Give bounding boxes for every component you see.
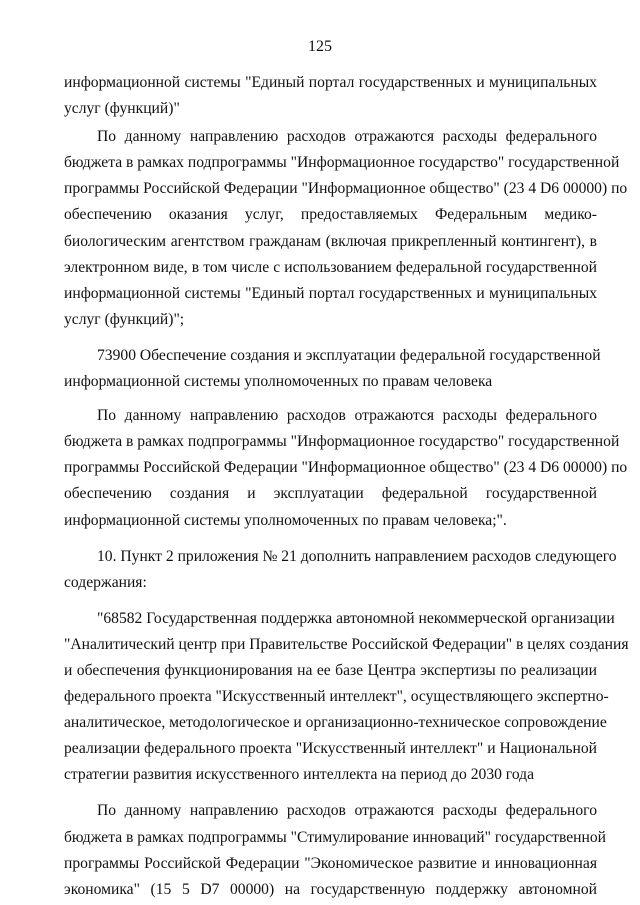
text-line: информационной системы "Единый портал государственных и муниципальных (64, 284, 597, 302)
text-line: "68582 Государственная поддержка автономной некоммерческой организации (97, 609, 615, 627)
text-line: программы Российской Федерации "Информационное общество" (23 4 D6 00000) по (64, 459, 628, 477)
text-line: экономика" (15 5 D7 00000) на государственную поддержку автономной (64, 880, 597, 898)
text-line: "Аналитический центр при Правительстве Российской Федерации" в целях создания (64, 635, 629, 653)
text-line: бюджета в рамках подпрограммы "Стимулирование инноваций" государственной (64, 828, 606, 846)
text-line: стратегии развития искусственного интеллекта на период до 2030 года (64, 766, 535, 784)
text-line: По данному направлению расходов отражаются расходы федерального (97, 128, 597, 146)
text-line: программы Российской Федерации "Информационное общество" (23 4 D6 00000) по (64, 180, 628, 198)
paragraph-gap (64, 596, 597, 606)
text-line: федерального проекта "Искусственный интеллект", осуществляющего экспертно- (64, 688, 609, 706)
paragraph (64, 544, 617, 596)
page-number: 125 (308, 38, 332, 55)
text-line: 73900 Обеспечение создания и эксплуатации федеральной государственной (97, 346, 601, 364)
paragraph (64, 606, 629, 789)
text-line: биологическим агентством гражданам (включая прикрепленный контингент), в (64, 232, 597, 250)
text-line: 10. Пункт 2 приложения № 21 дополнить направлением расходов следующего (97, 547, 617, 565)
paragraph (64, 343, 601, 395)
text-line: электронном виде, в том числе с использованием федеральной государственной (64, 258, 597, 276)
text-line: содержания: (64, 573, 147, 591)
text-line: обеспечению создания и эксплуатации федеральной государственной (64, 485, 597, 503)
text-line: программы Российской Федерации "Экономическое развитие и инновационная (64, 854, 597, 872)
paragraph (64, 798, 606, 902)
paragraph (64, 403, 628, 533)
paragraph-gap (64, 788, 597, 798)
text-line: аналитическое, методологическое и организационно-техническое сопровождение (64, 714, 607, 732)
text-line: услуг (функций)" (64, 100, 180, 118)
text-line: услуг (функций)"; (64, 310, 185, 328)
document-body (64, 70, 629, 903)
paragraph (64, 124, 628, 333)
paragraph-gap (64, 395, 597, 403)
text-line: По данному направлению расходов отражаются расходы федерального (97, 407, 597, 425)
text-line: обеспечению оказания услуг, предоставляемых Федеральным медико- (64, 206, 597, 224)
text-line: и обеспечения функционирования на ее базе Центра экспертизы по реализации (64, 661, 597, 679)
text-line: информационной системы уполномоченных по правам человека (64, 373, 493, 391)
paragraph-gap (64, 534, 597, 544)
text-line: По данному направлению расходов отражаются расходы федерального (97, 802, 597, 820)
text-line: бюджета в рамках подпрограммы "Информационное государство" государственной (64, 154, 620, 172)
text-line: информационной системы "Единый портал государственных и муниципальных (64, 74, 597, 91)
text-line: информационной системы уполномоченных по правам человека;". (64, 511, 507, 529)
text-line: реализации федерального проекта "Искусственный интеллект" и Национальной (64, 740, 597, 758)
text-line: бюджета в рамках подпрограммы "Информационное государство" государственной (64, 433, 620, 451)
paragraph (64, 70, 597, 122)
paragraph-gap (64, 333, 597, 343)
